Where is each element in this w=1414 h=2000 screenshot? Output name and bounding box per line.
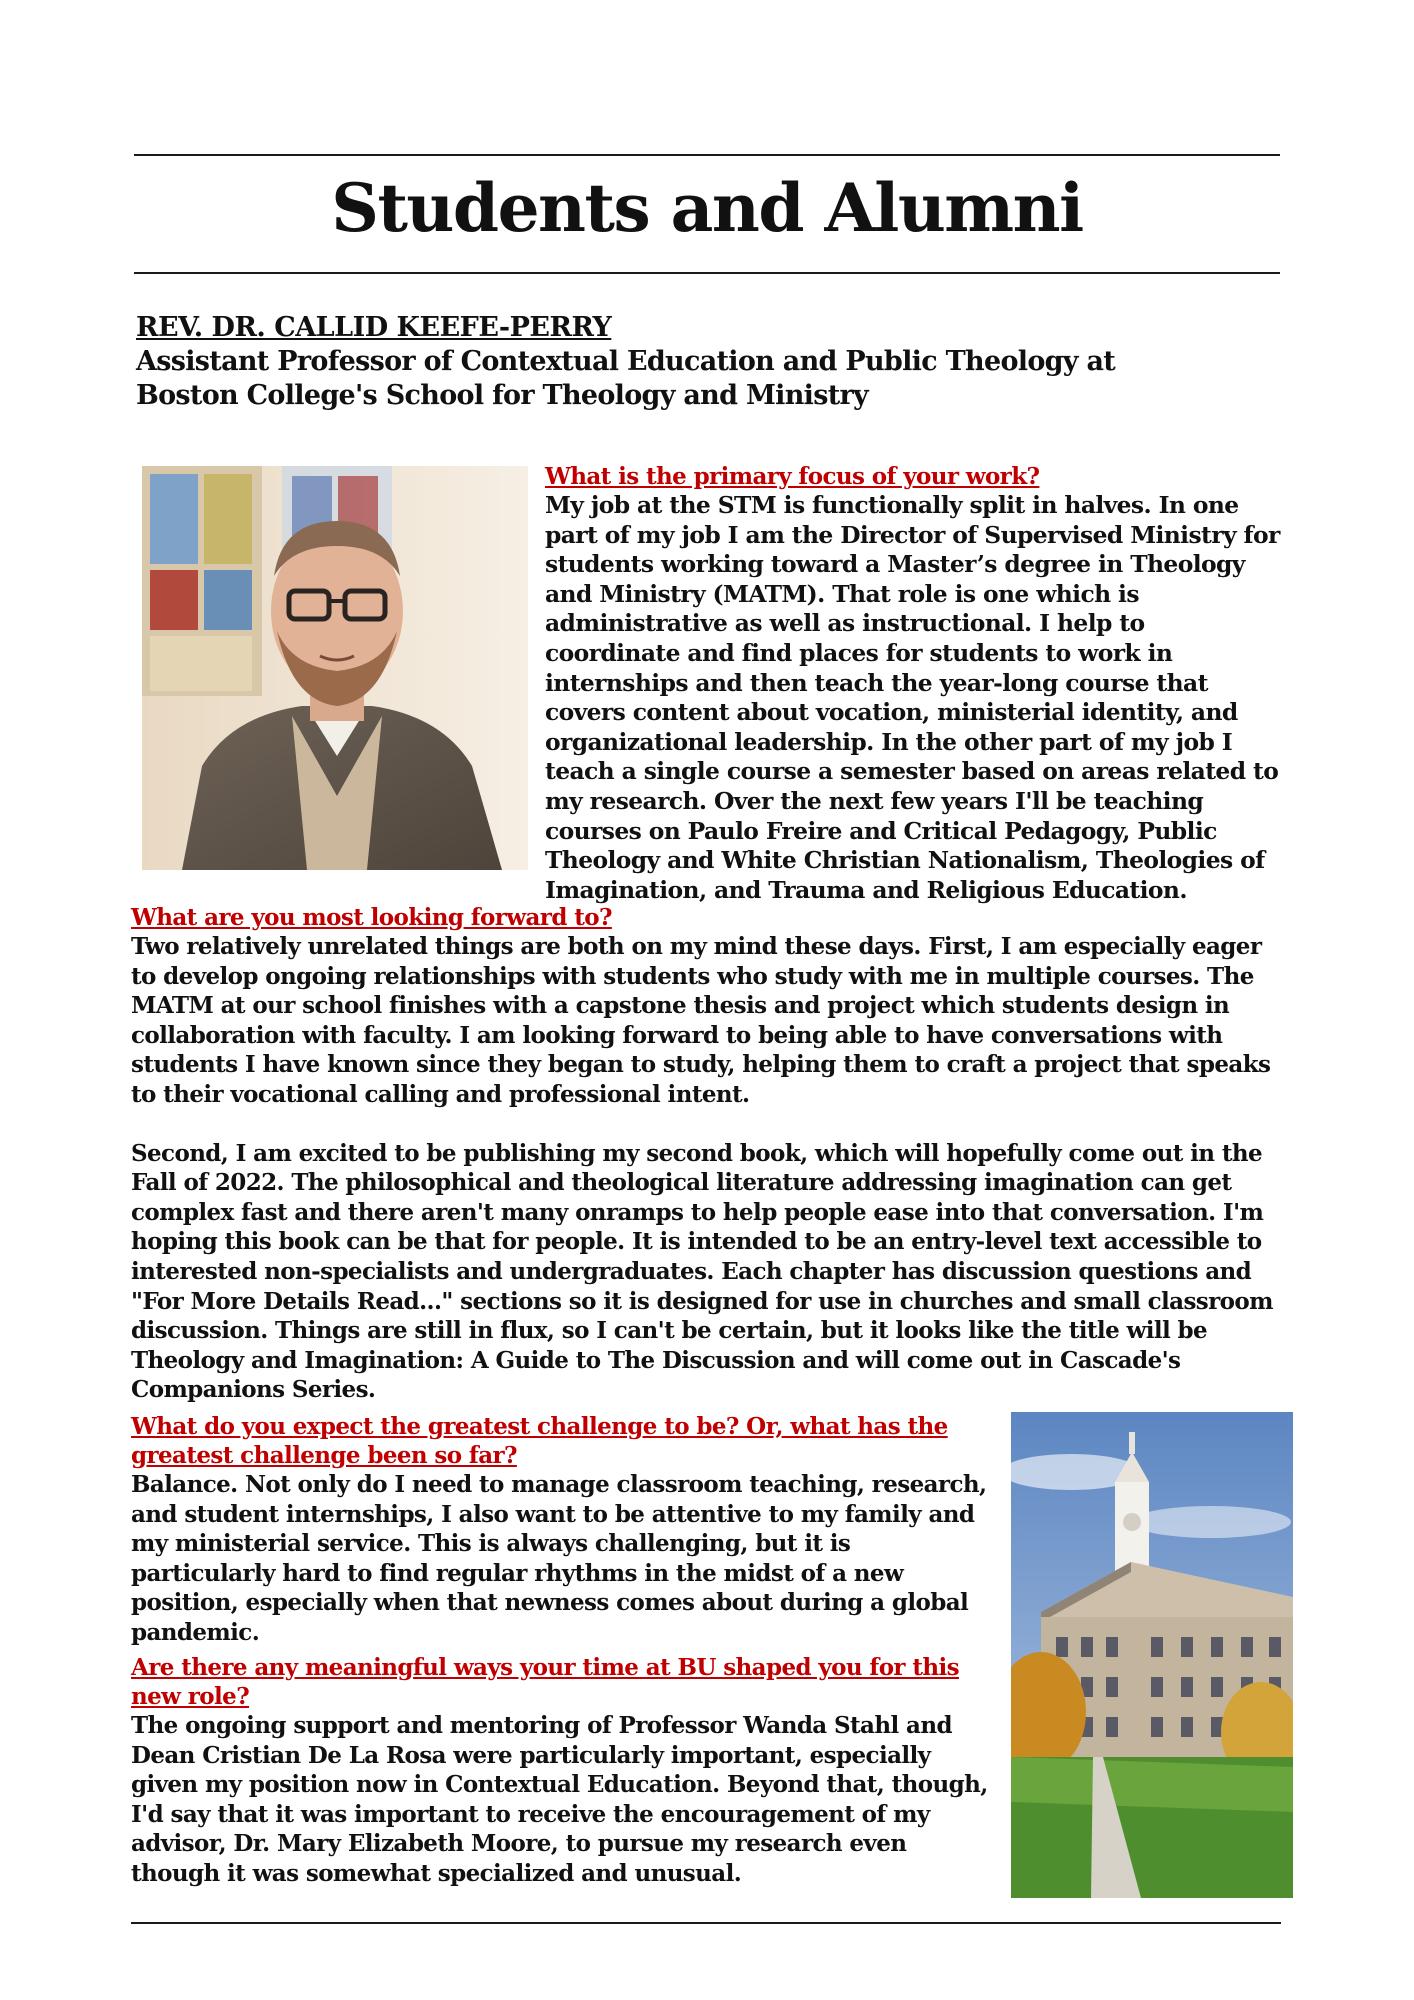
bottom-rule bbox=[131, 1922, 1281, 1924]
profile-name: REV. DR. CALLID KEEFE-PERRY bbox=[136, 312, 612, 343]
title-rule-bottom bbox=[134, 272, 1280, 274]
portrait-illustration bbox=[142, 466, 528, 870]
qa-greatest-challenge bbox=[131, 1412, 991, 1648]
answer-primary-focus: My job at the STM is functionally split in halves. In one part of my job I am the Director of Supervised Ministry for students working toward a Master’s degree in Theology and Ministry (MATM). That role is one which is administrative as well as instructional. I help to coordinate and find places for students to work in internships and then teach the year-long course that covers content about vocation, ministerial identity, and organizational leadership. In the other part of my job I teach a single course a semester based on areas related to my research. Over the next few years I'll be teaching courses on Paulo Freire and Critical Pedagogy, Public Theology and White Christian Nationalism, Theologies of Imagination, and Trauma and Religious Education. bbox=[545, 491, 1280, 904]
profile-position: Assistant Professor of Contextual Education and Public Theology at Boston College's School for Theology and Ministry bbox=[136, 346, 1116, 411]
answer-looking-forward-2: Second, I am excited to be publishing my second book, which will hopefully come out in the Fall of 2022. The philosophical and theological literature addressing imagination can get complex fast and there aren't many onramps to help people ease into that conversation. I'm hoping this book can be that for people. It is intended to be an entry-level text accessible to interested non-specialists and undergraduates. Each chapter has discussion questions and "For More Details Read..." sections so it is designed for use in churches and small classroom discussion. Things are still in flux, so I can't be certain, but it looks like the title will be Theology and Imagination: A Guide to The Discussion and will come out in Cascade's Companions Series. bbox=[131, 1139, 1273, 1404]
answer-greatest-challenge: Balance. Not only do I need to manage classroom teaching, research, and student internships, I also want to be attentive to my family and my ministerial service. This is always challenging, but it is particularly hard to find regular rhythms in the midst of a new position, especially when that newness comes about during a global pandemic. bbox=[131, 1471, 987, 1646]
qa-looking-forward bbox=[131, 903, 1283, 1405]
answer-looking-forward-1: Two relatively unrelated things are both on my mind these days. First, I am especially eager to develop ongoing relationships with students who study with me in multiple courses. The MATM at our school finishes with a capstone thesis and project which students design in collaboration with faculty. I am looking forward to being able to have conversations with students I have known since they began to study, helping them to craft a project that speaks to their vocational calling and professional intent. bbox=[131, 933, 1271, 1108]
question-bu-shaped: Are there any meaningful ways your time at BU shaped you for this new role? bbox=[131, 1654, 959, 1710]
page-title: Students and Alumni bbox=[331, 169, 1083, 247]
question-looking-forward: What are you most looking forward to? bbox=[131, 904, 612, 931]
qa-bu-shaped bbox=[131, 1653, 991, 1889]
qa-primary-focus bbox=[545, 462, 1283, 905]
question-greatest-challenge: What do you expect the greatest challenge to be? Or, what has the greatest challenge been so far? bbox=[131, 1413, 948, 1469]
question-primary-focus: What is the primary focus of your work? bbox=[545, 463, 1040, 490]
building-photo bbox=[1011, 1412, 1293, 1898]
answer-bu-shaped: The ongoing support and mentoring of Professor Wanda Stahl and Dean Cristian De La Rosa were particularly important, especially given my position now in Contextual Education. Beyond that, though, I'd say that it was important to receive the encouragement of my advisor, Dr. Mary Elizabeth Moore, to pursue my research even though it was somewhat specialized and unusual. bbox=[131, 1712, 988, 1887]
portrait-photo bbox=[142, 466, 528, 870]
building-illustration bbox=[1011, 1412, 1293, 1898]
title-rule-top bbox=[134, 154, 1280, 156]
